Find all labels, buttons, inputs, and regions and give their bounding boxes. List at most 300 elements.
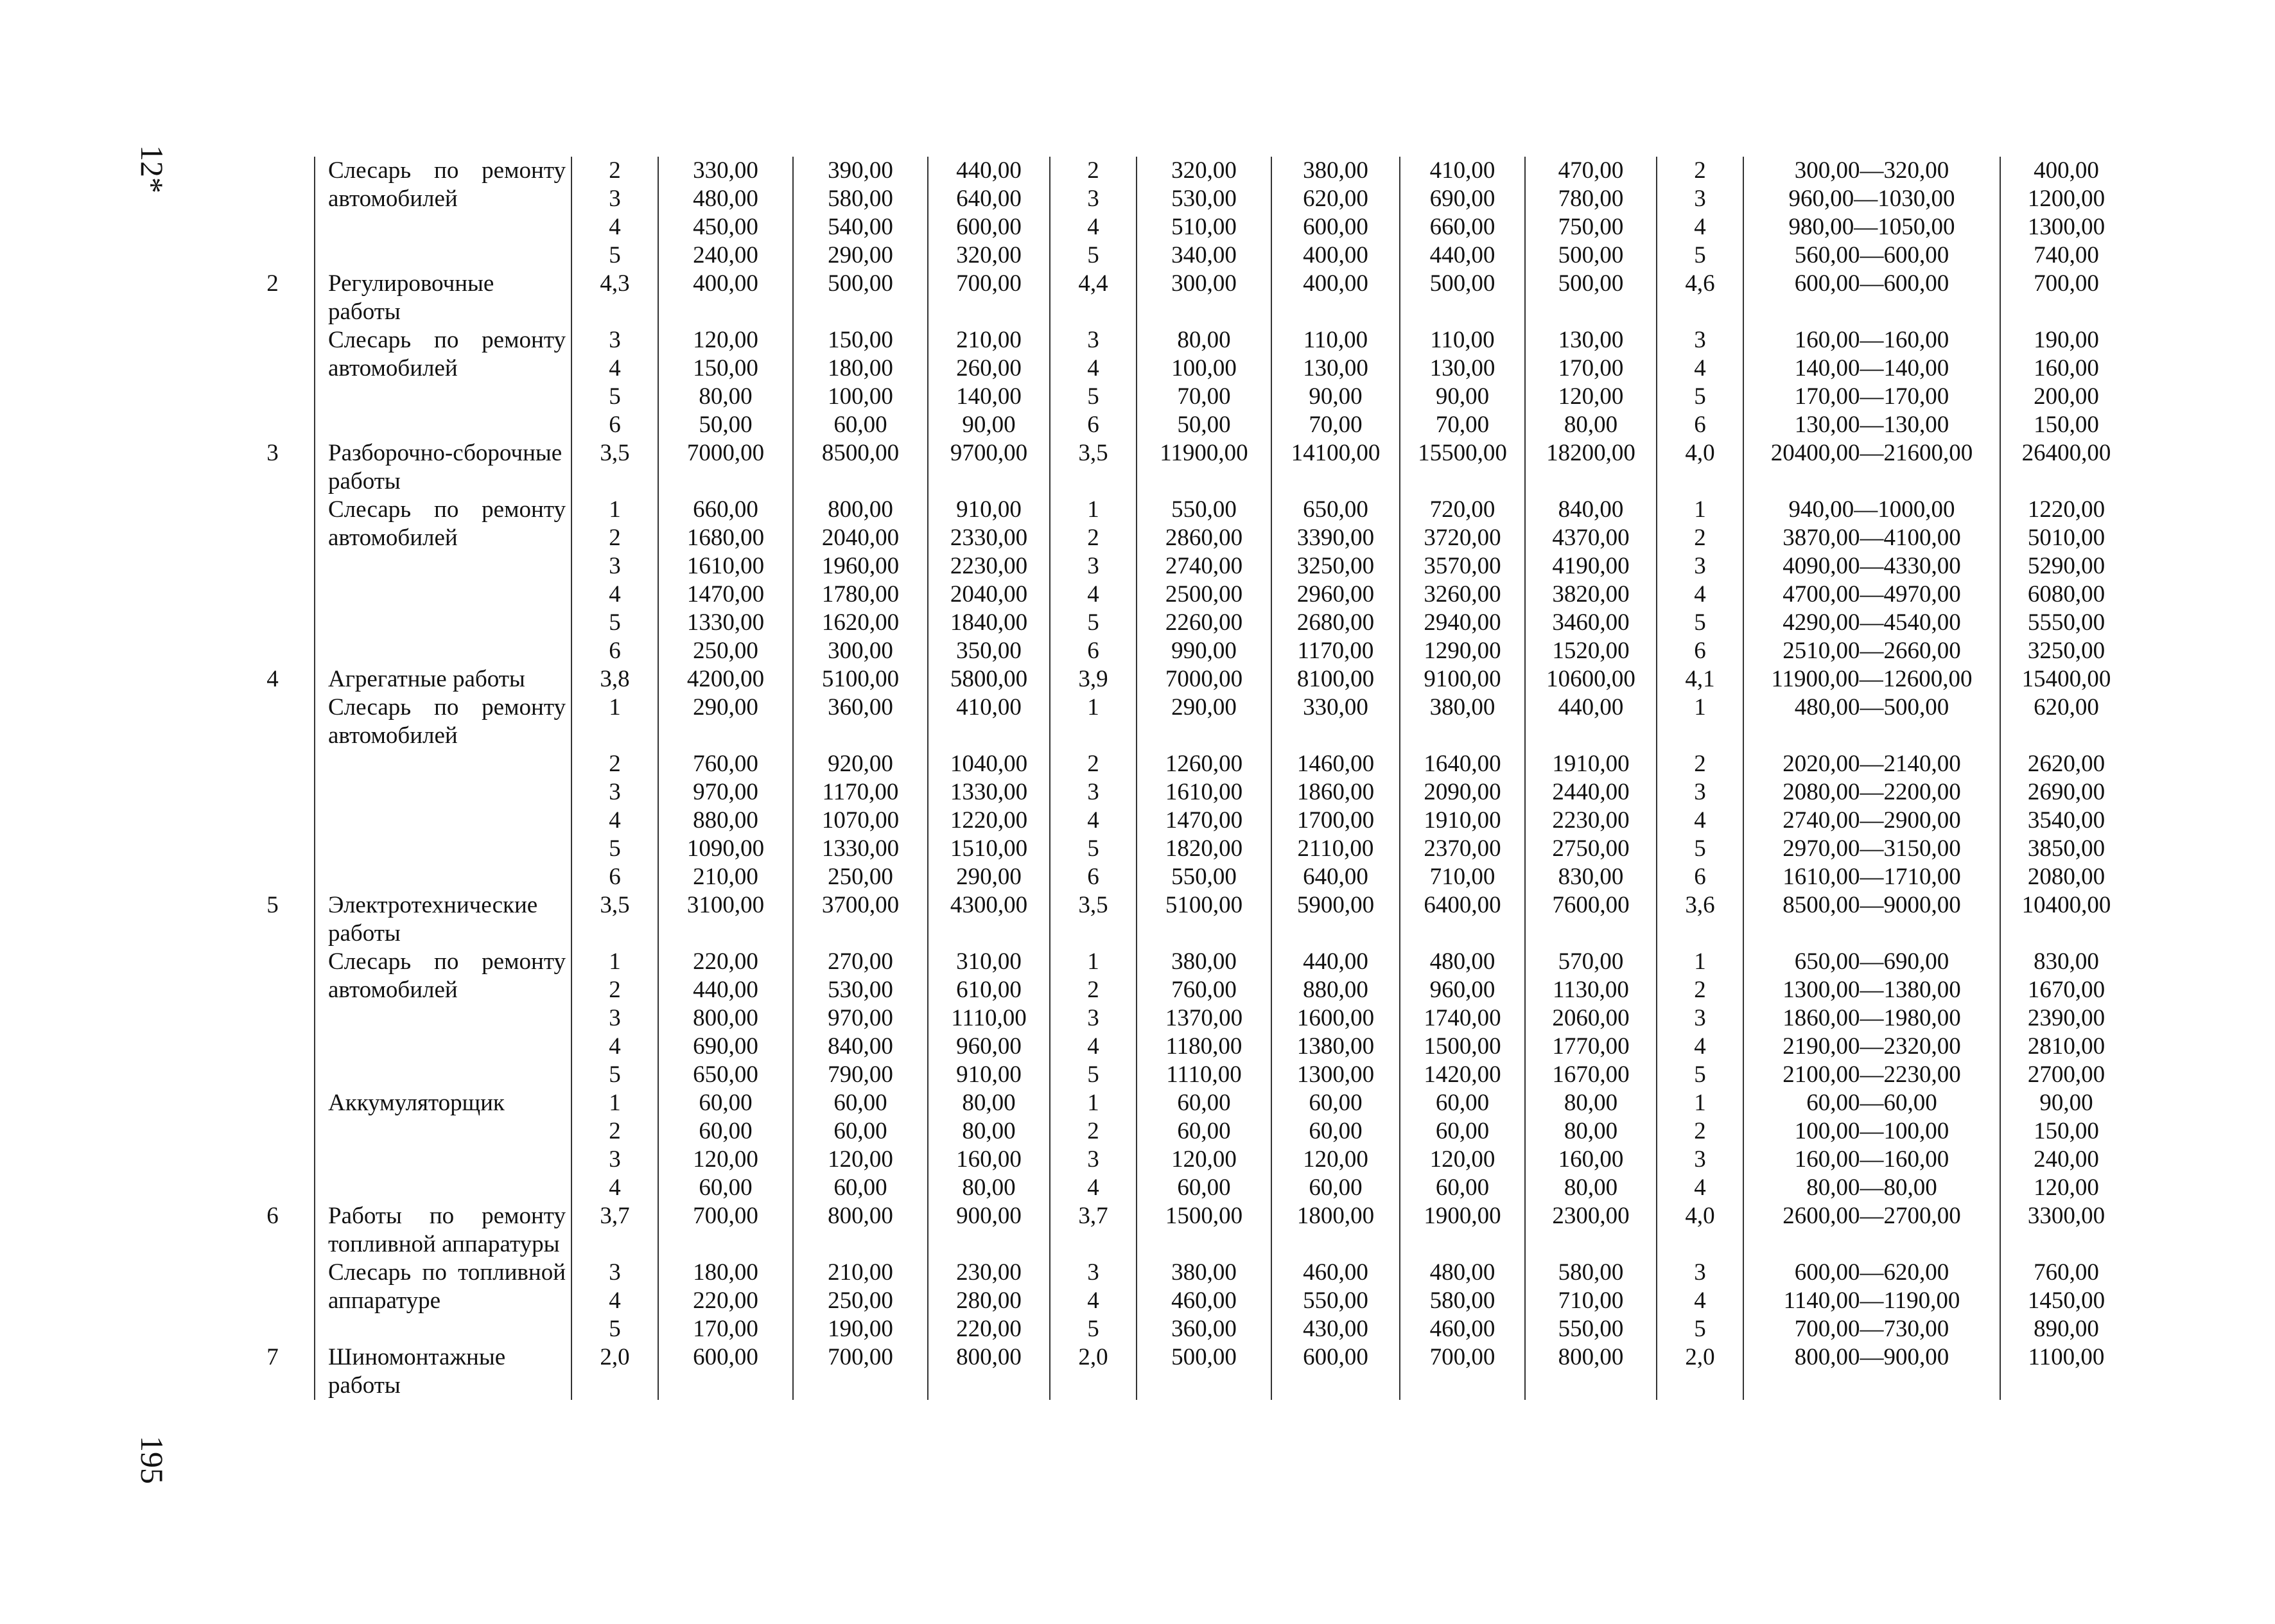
value-cell bbox=[1271, 1343, 1400, 1400]
range-cell bbox=[1743, 694, 2000, 750]
cell-line: 3,7 bbox=[1078, 1203, 1108, 1229]
cell-line: 970,00 bbox=[693, 779, 758, 805]
cell-line: 710,00 bbox=[1558, 1288, 1624, 1314]
cell-line: 760,00 bbox=[2034, 1259, 2099, 1286]
cell-line: 1 bbox=[1087, 694, 1099, 720]
row-number: 4 bbox=[266, 666, 279, 692]
cell-line: 800,00 bbox=[828, 1203, 893, 1229]
cell-line: 740,00 bbox=[2034, 242, 2099, 268]
cell-line: 2810,00 bbox=[2027, 1033, 2105, 1060]
value-cell bbox=[658, 694, 793, 750]
cell-line: 1610,00 bbox=[1165, 779, 1243, 805]
cell-line: 3540,00 bbox=[2027, 807, 2105, 834]
cell-line: 660,00 bbox=[1429, 214, 1495, 240]
value-cell bbox=[1271, 1259, 1400, 1343]
table-row bbox=[231, 665, 2132, 694]
cell-line: 14100,00 bbox=[1291, 440, 1381, 466]
cell-line: 460,00 bbox=[1303, 1259, 1368, 1286]
cell-line: 600,00—600,00 bbox=[1794, 270, 1949, 297]
cell-line: 1300,00 bbox=[2027, 214, 2105, 240]
value-cell bbox=[1400, 326, 1525, 439]
cell-line: 460,00 bbox=[1429, 1316, 1495, 1342]
cell-line: 5290,00 bbox=[2027, 553, 2105, 579]
cell-line: 1 bbox=[609, 496, 621, 523]
value-cell bbox=[1400, 1259, 1525, 1343]
cell-line: 890,00 bbox=[2034, 1316, 2099, 1342]
cell-line: 550,00 bbox=[1558, 1316, 1624, 1342]
value-cell bbox=[928, 1259, 1050, 1343]
cell-line: 800,00—900,00 bbox=[1794, 1344, 1949, 1370]
cell-line: 4 bbox=[609, 581, 621, 607]
value-cell bbox=[793, 750, 928, 891]
cell-line: 650,00—690,00 bbox=[1794, 948, 1949, 975]
value-cell bbox=[1400, 157, 1525, 270]
value-cell bbox=[793, 496, 928, 665]
cell-line: 480,00—500,00 bbox=[1794, 694, 1949, 720]
cell-line: 18200,00 bbox=[1546, 440, 1635, 466]
cell-line: 90,00 bbox=[2039, 1090, 2093, 1116]
row-number bbox=[231, 157, 315, 270]
cell-line: 4300,00 bbox=[950, 892, 1028, 918]
cell-line: 190,00 bbox=[2034, 327, 2099, 353]
cell-line: 3,8 bbox=[600, 666, 630, 692]
cell-line: 700,00 bbox=[1429, 1344, 1495, 1370]
cell-line: 440,00 bbox=[1558, 694, 1624, 720]
cell-line: 5 bbox=[1694, 835, 1706, 862]
cell-line: 80,00 bbox=[1564, 1174, 1618, 1201]
row-number bbox=[231, 750, 315, 891]
cell-line: 440,00 bbox=[693, 977, 758, 1003]
work-name: Слесарь по ремонту автомобилей bbox=[315, 326, 571, 439]
table-row bbox=[231, 326, 2132, 439]
cell-line: 5100,00 bbox=[1165, 892, 1243, 918]
cell-line: 60,00 bbox=[1309, 1118, 1363, 1144]
row-number: 7 bbox=[266, 1344, 279, 1370]
cell-line: 410,00 bbox=[1429, 157, 1495, 184]
cell-line: 60,00 bbox=[833, 1090, 887, 1116]
value-cell bbox=[1400, 1202, 1525, 1259]
grade-cell bbox=[571, 270, 658, 326]
range-cell bbox=[1743, 665, 2000, 694]
value-cell bbox=[928, 496, 1050, 665]
value-cell bbox=[2000, 694, 2132, 750]
cell-line: 300,00—320,00 bbox=[1794, 157, 1949, 184]
row-number: 6 bbox=[266, 1203, 279, 1229]
cell-line: 400,00 bbox=[2034, 157, 2099, 184]
work-name: Регулировочные работы bbox=[315, 270, 571, 326]
row-number: 3 bbox=[266, 440, 279, 466]
work-name: Работы по ремонту топливной аппаратуры bbox=[315, 1202, 571, 1259]
value-cell bbox=[928, 1202, 1050, 1259]
value-cell bbox=[1525, 157, 1657, 270]
cell-line: 1380,00 bbox=[1296, 1033, 1375, 1060]
cell-line: 50,00 bbox=[699, 412, 753, 438]
cell-line: 250,00 bbox=[828, 864, 893, 890]
cell-line: 3 bbox=[1087, 779, 1099, 805]
cell-line: 120,00 bbox=[693, 327, 758, 353]
cell-line: 6 bbox=[1694, 638, 1706, 664]
cell-line: 3 bbox=[609, 1259, 621, 1286]
cell-line: 600,00 bbox=[956, 214, 1022, 240]
value-cell bbox=[793, 157, 928, 270]
cell-line: 530,00 bbox=[828, 977, 893, 1003]
cell-line: 5 bbox=[609, 383, 621, 410]
cell-line: 5 bbox=[609, 242, 621, 268]
cell-line: 6 bbox=[1694, 864, 1706, 890]
cell-line: 60,00—60,00 bbox=[1806, 1090, 1937, 1116]
cell-line: 300,00 bbox=[828, 638, 893, 664]
cell-line: 380,00 bbox=[1429, 694, 1495, 720]
cell-line: 3 bbox=[1694, 327, 1706, 353]
work-name: Шиномонтажные работы bbox=[315, 1343, 571, 1400]
cell-line: 330,00 bbox=[1303, 694, 1368, 720]
grade-cell bbox=[1657, 694, 1743, 750]
grade-cell bbox=[571, 1089, 658, 1202]
grade-cell bbox=[571, 157, 658, 270]
value-cell bbox=[1271, 1202, 1400, 1259]
cell-line: 3 bbox=[609, 1146, 621, 1173]
cell-line: 6 bbox=[609, 412, 621, 438]
cell-line: 2060,00 bbox=[1552, 1005, 1630, 1031]
cell-line: 8100,00 bbox=[1296, 666, 1375, 692]
cell-line: 440,00 bbox=[956, 157, 1022, 184]
cell-line: 2,0 bbox=[1685, 1344, 1715, 1370]
cell-line: 840,00 bbox=[1558, 496, 1624, 523]
cell-line: 690,00 bbox=[693, 1033, 758, 1060]
cell-line: 390,00 bbox=[828, 157, 893, 184]
cell-line: 1110,00 bbox=[951, 1005, 1027, 1031]
cell-line: 80,00 bbox=[1564, 1118, 1618, 1144]
work-name: Разборочно-сборочные работы bbox=[315, 439, 571, 496]
grade-cell bbox=[1050, 750, 1137, 891]
work-name: Слесарь по ремонту автомобилей bbox=[315, 694, 571, 750]
cell-line: 4 bbox=[1694, 581, 1706, 607]
cell-line: 620,00 bbox=[1303, 186, 1368, 212]
cell-line: 170,00 bbox=[693, 1316, 758, 1342]
cell-line: 5 bbox=[609, 1316, 621, 1342]
work-name: Аккумуляторщик bbox=[315, 1089, 571, 1202]
cell-line: 1290,00 bbox=[1424, 638, 1501, 664]
cell-line: 840,00 bbox=[828, 1033, 893, 1060]
cell-line: 2230,00 bbox=[1552, 807, 1630, 834]
cell-line: 500,00 bbox=[1429, 270, 1495, 297]
cell-line: 7000,00 bbox=[1165, 666, 1243, 692]
cell-line: 2 bbox=[1087, 751, 1099, 777]
cell-line: 1330,00 bbox=[686, 609, 765, 636]
cell-line: 400,00 bbox=[693, 270, 758, 297]
cell-line: 2440,00 bbox=[1552, 779, 1630, 805]
cell-line: 1770,00 bbox=[1552, 1033, 1630, 1060]
grade-cell bbox=[571, 694, 658, 750]
cell-line: 10400,00 bbox=[2021, 892, 2111, 918]
cell-line: 270,00 bbox=[828, 948, 893, 975]
cell-line: 1300,00 bbox=[1296, 1061, 1375, 1088]
cell-line: 5100,00 bbox=[821, 666, 900, 692]
cell-line: 1220,00 bbox=[950, 807, 1028, 834]
cell-line: 4,0 bbox=[1685, 440, 1715, 466]
cell-line: 220,00 bbox=[693, 948, 758, 975]
cell-line: 100,00—100,00 bbox=[1794, 1118, 1949, 1144]
value-cell bbox=[1400, 439, 1525, 496]
cell-line: 180,00 bbox=[828, 355, 893, 381]
cell-line: 4 bbox=[1087, 581, 1099, 607]
grade-cell bbox=[1050, 1343, 1137, 1400]
grade-cell bbox=[1050, 948, 1137, 1089]
cell-line: 50,00 bbox=[1177, 412, 1231, 438]
cell-line: 210,00 bbox=[956, 327, 1022, 353]
cell-line: 60,00 bbox=[699, 1174, 753, 1201]
cell-line: 500,00 bbox=[1558, 242, 1624, 268]
cell-line: 480,00 bbox=[1429, 948, 1495, 975]
cell-line: 2 bbox=[1694, 157, 1706, 184]
cell-line: 3460,00 bbox=[1552, 609, 1630, 636]
table-row bbox=[231, 1343, 2132, 1400]
cell-line: 3700,00 bbox=[821, 892, 900, 918]
cell-line: 1610,00—1710,00 bbox=[1783, 864, 1961, 890]
cell-line: 440,00 bbox=[1303, 948, 1368, 975]
cell-line: 5 bbox=[609, 609, 621, 636]
grade-cell bbox=[571, 750, 658, 891]
cell-line: 310,00 bbox=[956, 948, 1022, 975]
cell-line: 2690,00 bbox=[2027, 779, 2105, 805]
cell-line: 940,00—1000,00 bbox=[1788, 496, 1955, 523]
cell-line: 3 bbox=[1694, 553, 1706, 579]
cell-line: 2090,00 bbox=[1424, 779, 1501, 805]
range-cell bbox=[1743, 750, 2000, 891]
cell-line: 5 bbox=[1694, 1061, 1706, 1088]
value-cell bbox=[1271, 326, 1400, 439]
value-cell bbox=[1525, 891, 1657, 948]
cell-line: 3260,00 bbox=[1424, 581, 1501, 607]
cell-line: 320,00 bbox=[1171, 157, 1237, 184]
cell-line: 650,00 bbox=[693, 1061, 758, 1088]
cell-line: 3390,00 bbox=[1296, 525, 1375, 551]
cell-line: 4 bbox=[609, 355, 621, 381]
grade-cell bbox=[1050, 1089, 1137, 1202]
cell-line: 1910,00 bbox=[1552, 751, 1630, 777]
cell-line: 150,00 bbox=[2034, 1118, 2099, 1144]
cell-line: 2300,00 bbox=[1552, 1203, 1630, 1229]
cell-line: 910,00 bbox=[956, 496, 1022, 523]
cell-line: 3,5 bbox=[1078, 440, 1108, 466]
range-cell bbox=[1743, 1089, 2000, 1202]
value-cell bbox=[1400, 665, 1525, 694]
cell-line: 3 bbox=[609, 327, 621, 353]
cell-line: 2500,00 bbox=[1165, 581, 1243, 607]
value-cell bbox=[928, 1343, 1050, 1400]
cell-line: 4 bbox=[1087, 1033, 1099, 1060]
value-cell bbox=[793, 694, 928, 750]
cell-line: 3 bbox=[1694, 779, 1706, 805]
cell-line: 1070,00 bbox=[821, 807, 900, 834]
cell-line: 140,00—140,00 bbox=[1794, 355, 1949, 381]
cell-line: 4,0 bbox=[1685, 1203, 1715, 1229]
grade-cell bbox=[1657, 157, 1743, 270]
cell-line: 15400,00 bbox=[2021, 666, 2111, 692]
cell-line: 600,00 bbox=[1303, 214, 1368, 240]
cell-line: 1 bbox=[1694, 948, 1706, 975]
value-cell bbox=[658, 496, 793, 665]
value-cell bbox=[1137, 270, 1271, 326]
cell-line: 4 bbox=[1087, 214, 1099, 240]
range-cell bbox=[1743, 496, 2000, 665]
cell-line: 4 bbox=[609, 1174, 621, 1201]
row-number bbox=[231, 948, 315, 1089]
cell-line: 1 bbox=[609, 1090, 621, 1116]
cell-line: 4 bbox=[1087, 1174, 1099, 1201]
value-cell bbox=[658, 750, 793, 891]
cell-line: 290,00 bbox=[828, 242, 893, 268]
cell-line: 190,00 bbox=[828, 1316, 893, 1342]
cell-line: 300,00 bbox=[1171, 270, 1237, 297]
cell-line: 990,00 bbox=[1171, 638, 1237, 664]
grade-cell bbox=[571, 948, 658, 1089]
grade-cell bbox=[1657, 439, 1743, 496]
cell-line: 3 bbox=[609, 553, 621, 579]
cell-line: 3300,00 bbox=[2027, 1203, 2105, 1229]
cell-line: 1610,00 bbox=[686, 553, 765, 579]
table-row bbox=[231, 1202, 2132, 1259]
grade-cell bbox=[571, 665, 658, 694]
cell-line: 60,00 bbox=[1435, 1174, 1490, 1201]
work-name: Слесарь по ремонту автомобилей bbox=[315, 948, 571, 1089]
cell-line: 5 bbox=[1694, 383, 1706, 410]
work-name: Слесарь по топливной аппаратуре bbox=[315, 1259, 571, 1343]
cell-line: 1470,00 bbox=[1165, 807, 1243, 834]
cell-line: 2040,00 bbox=[821, 525, 900, 551]
cell-line: 1620,00 bbox=[821, 609, 900, 636]
cell-line: 2 bbox=[1087, 1118, 1099, 1144]
cell-line: 6 bbox=[1087, 864, 1099, 890]
cell-line: 1520,00 bbox=[1552, 638, 1630, 664]
cell-line: 1500,00 bbox=[1424, 1033, 1501, 1060]
cell-line: 4,4 bbox=[1078, 270, 1108, 297]
range-cell bbox=[1743, 948, 2000, 1089]
cell-line: 2750,00 bbox=[1552, 835, 1630, 862]
cell-line: 1140,00—1190,00 bbox=[1783, 1288, 1960, 1314]
cell-line: 2080,00 bbox=[2027, 864, 2105, 890]
grade-cell bbox=[571, 496, 658, 665]
cell-line: 600,00 bbox=[1303, 1344, 1368, 1370]
cell-line: 340,00 bbox=[1171, 242, 1237, 268]
grade-cell bbox=[1657, 1202, 1743, 1259]
value-cell bbox=[1525, 694, 1657, 750]
value-cell bbox=[658, 1259, 793, 1343]
cell-line: 140,00 bbox=[956, 383, 1022, 410]
cell-line: 5 bbox=[1694, 1316, 1706, 1342]
cell-line: 3870,00—4100,00 bbox=[1783, 525, 1961, 551]
cell-line: 180,00 bbox=[693, 1259, 758, 1286]
cell-line: 8500,00—9000,00 bbox=[1783, 892, 1961, 918]
value-cell bbox=[1137, 1202, 1271, 1259]
cell-line: 220,00 bbox=[693, 1288, 758, 1314]
cell-line: 260,00 bbox=[956, 355, 1022, 381]
cell-line: 1370,00 bbox=[1165, 1005, 1243, 1031]
value-cell bbox=[793, 326, 928, 439]
value-cell bbox=[1525, 1089, 1657, 1202]
value-cell bbox=[1137, 665, 1271, 694]
cell-line: 2510,00—2660,00 bbox=[1783, 638, 1961, 664]
value-cell bbox=[658, 1343, 793, 1400]
cell-line: 120,00 bbox=[828, 1146, 893, 1173]
value-cell bbox=[1271, 496, 1400, 665]
cell-line: 750,00 bbox=[1558, 214, 1624, 240]
value-cell bbox=[2000, 665, 2132, 694]
cell-line: 540,00 bbox=[828, 214, 893, 240]
cell-line: 4 bbox=[609, 1033, 621, 1060]
grade-cell bbox=[1050, 157, 1137, 270]
value-cell bbox=[793, 270, 928, 326]
grade-cell bbox=[571, 326, 658, 439]
cell-line: 4 bbox=[609, 807, 621, 834]
value-cell bbox=[1400, 694, 1525, 750]
cell-line: 4 bbox=[1694, 214, 1706, 240]
cell-line: 2620,00 bbox=[2027, 751, 2105, 777]
value-cell bbox=[2000, 157, 2132, 270]
cell-line: 6 bbox=[609, 638, 621, 664]
cell-line: 3 bbox=[1087, 186, 1099, 212]
cell-line: 4290,00—4540,00 bbox=[1783, 609, 1961, 636]
cell-line: 150,00 bbox=[828, 327, 893, 353]
cell-line: 1110,00 bbox=[1166, 1061, 1242, 1088]
grade-cell bbox=[571, 891, 658, 948]
cell-line: 2040,00 bbox=[950, 581, 1028, 607]
grade-cell bbox=[1657, 270, 1743, 326]
value-cell bbox=[793, 1202, 928, 1259]
cell-line: 60,00 bbox=[833, 1118, 887, 1144]
cell-line: 1220,00 bbox=[2027, 496, 2105, 523]
cell-line: 760,00 bbox=[1171, 977, 1237, 1003]
cell-line: 230,00 bbox=[956, 1259, 1022, 1286]
cell-line: 1640,00 bbox=[1424, 751, 1501, 777]
cell-line: 250,00 bbox=[693, 638, 758, 664]
cell-line: 2 bbox=[1694, 751, 1706, 777]
cell-line: 2940,00 bbox=[1424, 609, 1501, 636]
grade-cell bbox=[571, 439, 658, 496]
cell-line: 1860,00—1980,00 bbox=[1783, 1005, 1961, 1031]
cell-line: 450,00 bbox=[693, 214, 758, 240]
value-cell bbox=[2000, 326, 2132, 439]
value-cell bbox=[1400, 891, 1525, 948]
cell-line: 290,00 bbox=[956, 864, 1022, 890]
value-cell bbox=[1400, 948, 1525, 1089]
cell-line: 4700,00—4970,00 bbox=[1783, 581, 1961, 607]
value-cell bbox=[1271, 270, 1400, 326]
cell-line: 2 bbox=[1694, 525, 1706, 551]
cell-line: 530,00 bbox=[1171, 186, 1237, 212]
cell-line: 620,00 bbox=[2034, 694, 2099, 720]
cell-line: 1820,00 bbox=[1165, 835, 1243, 862]
cell-line: 60,00 bbox=[1309, 1090, 1363, 1116]
cell-line: 11900,00 bbox=[1160, 440, 1248, 466]
cell-line: 380,00 bbox=[1303, 157, 1368, 184]
cell-line: 1 bbox=[1694, 1090, 1706, 1116]
range-cell bbox=[1743, 1259, 2000, 1343]
row-number bbox=[231, 694, 315, 750]
cell-line: 2260,00 bbox=[1165, 609, 1243, 636]
cell-line: 460,00 bbox=[1171, 1288, 1237, 1314]
cell-line: 330,00 bbox=[693, 157, 758, 184]
cell-line: 1780,00 bbox=[821, 581, 900, 607]
cell-line: 210,00 bbox=[693, 864, 758, 890]
cell-line: 360,00 bbox=[828, 694, 893, 720]
grade-cell bbox=[1657, 665, 1743, 694]
cell-line: 4 bbox=[1087, 1288, 1099, 1314]
value-cell bbox=[928, 439, 1050, 496]
cell-line: 780,00 bbox=[1558, 186, 1624, 212]
cell-line: 500,00 bbox=[1558, 270, 1624, 297]
value-cell bbox=[928, 750, 1050, 891]
